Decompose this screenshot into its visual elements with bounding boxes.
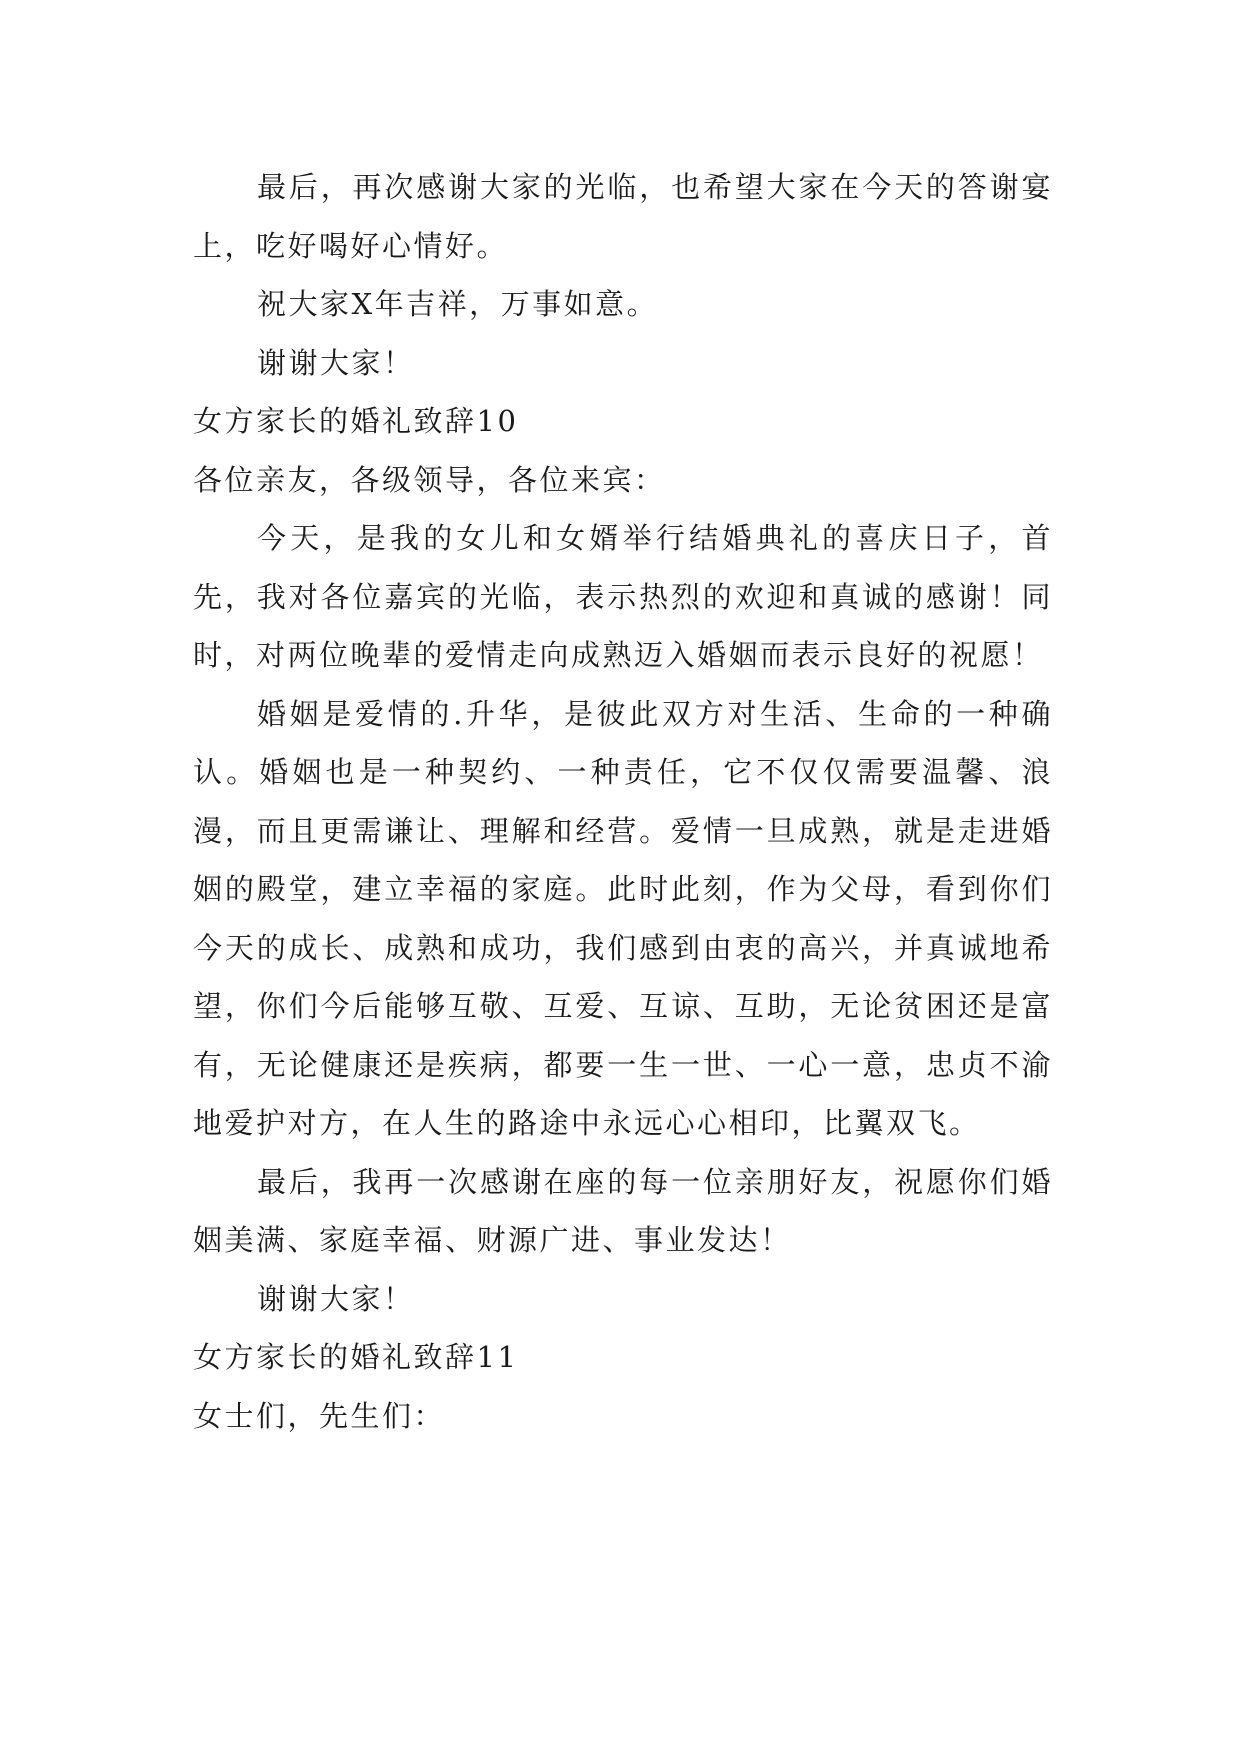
paragraph-final-thanks: 最后，我再一次感谢在座的每一位亲朋好友，祝愿你们婚姻美满、家庭幸福、财源广进、事业发达！ xyxy=(193,1164,1053,1257)
section-heading: 女方家长的婚礼致辞10 xyxy=(193,404,519,438)
salutation: 各位亲友，各级领导，各位来宾： xyxy=(193,462,666,497)
paragraph-closing-thanks: 最后，再次感谢大家的光临，也希望大家在今天的答谢宴上，吃好喝好心情好。 xyxy=(193,170,1053,263)
document-body xyxy=(193,158,1053,1445)
paragraph-thank-you: 谢谢大家！ xyxy=(257,345,415,380)
paragraph-marriage: 婚姻是爱情的.升华，是彼此双方对生活、生命的一种确认。婚姻也是一种契约、一种责任，它不仅仅需要温馨、浪漫，而且更需谦让、理解和经营。爱情一旦成熟，就是走进婚姻的殿堂，建立幸福的家庭。此时此刻，作为父母，看到你们今天的成长、成熟和成功，我们感到由衷的高兴，并真诚地希望，你们今后能够互敬、互爱、互谅、互助，无论贫困还是富有，无论健康还是疾病，都要一生一世、一心一意，忠贞不渝地爱护对方，在人生的路途中永远心心相印，比翼双飞。 xyxy=(193,696,1053,1140)
paragraph-opening: 今天，是我的女儿和女婿举行结婚典礼的喜庆日子，首先，我对各位嘉宾的光临，表示热烈的欢迎和真诚的感谢！同时，对两位晚辈的爱情走向成熟迈入婚姻而表示良好的祝愿！ xyxy=(193,521,1053,672)
salutation: 女士们，先生们： xyxy=(193,1398,446,1433)
section-heading: 女方家长的婚礼致辞11 xyxy=(193,1340,519,1374)
paragraph-new-year-wish: 祝大家X年吉祥，万事如意。 xyxy=(257,287,659,321)
paragraph-thank-you: 谢谢大家！ xyxy=(257,1281,415,1316)
